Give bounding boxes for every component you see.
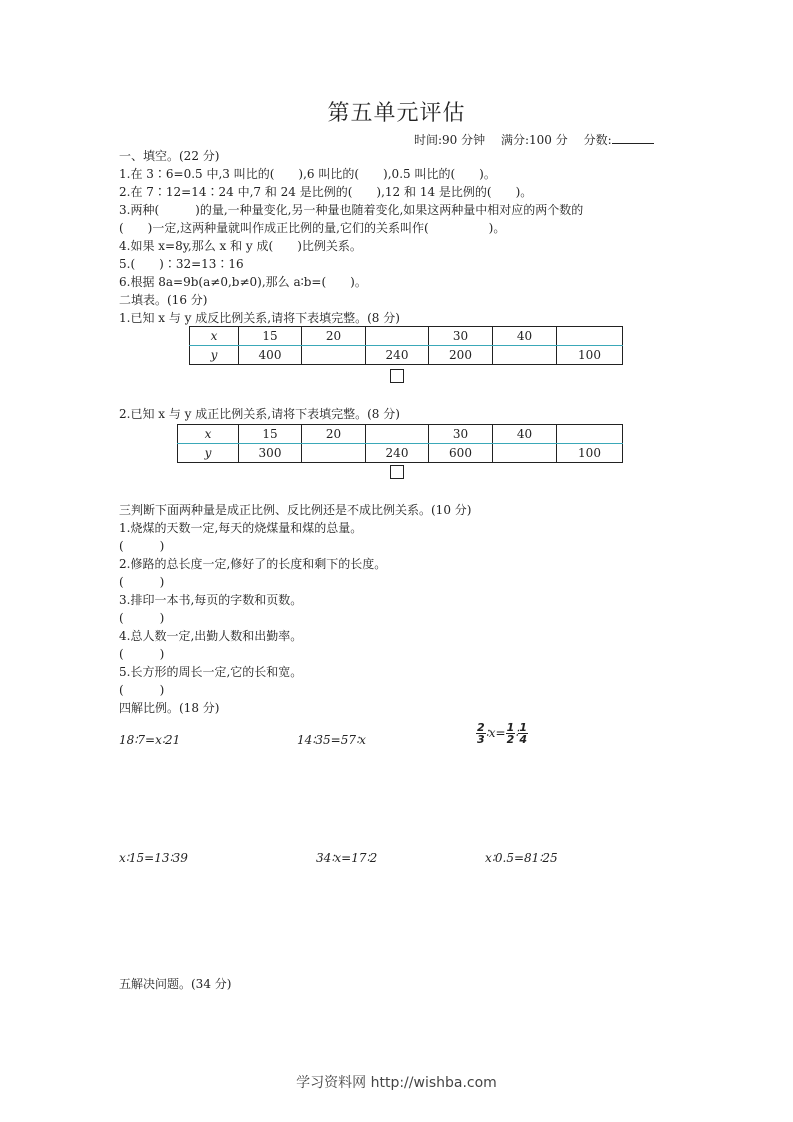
table-cell: 300	[239, 444, 302, 463]
s2-question-2: 2.已知 x 与 y 成正比例关系,请将下表填完整。(8 分)	[119, 407, 400, 421]
judge-item-2: 2.修路的总长度一定,修好了的长度和剩下的长度。	[119, 557, 387, 571]
table-cell: 40	[493, 425, 557, 444]
equation-3-mid: ∶x=	[485, 726, 506, 740]
table-cell: 600	[429, 444, 493, 463]
table-cell: 20	[302, 425, 366, 444]
equation-6: x∶0.5=81∶25	[485, 851, 558, 865]
table-cell: 40	[493, 327, 557, 346]
table-cell: 240	[366, 346, 429, 365]
table-row	[178, 425, 623, 444]
table-cell: y	[204, 446, 212, 460]
table-cell[interactable]	[493, 346, 557, 365]
table-cell: x	[178, 425, 239, 444]
section-5-heading: 五解决问题。(34 分)	[119, 977, 232, 991]
table-cell: 30	[429, 425, 493, 444]
table-row	[178, 444, 623, 463]
s1-question-3b: ( )一定,这两种量就叫作成正比例的量,它们的关系叫作( )。	[119, 221, 506, 235]
equation-4: x∶15=13∶39	[119, 851, 188, 865]
table-cell: 240	[366, 444, 429, 463]
direct-proportion-table	[177, 424, 623, 463]
s1-question-4: 4.如果 x=8y,那么 x 和 y 成( )比例关系。	[119, 239, 362, 253]
s1-question-1: 1.在 3∶6=0.5 中,3 叫比的( ),6 叫比的( ),0.5 叫比的( )。	[119, 167, 496, 181]
section-3-heading: 三判断下面两种量是成正比例、反比例还是不成比例关系。(10 分)	[119, 503, 472, 517]
equation-5: 34∶x=17∶2	[316, 851, 378, 865]
table-cell[interactable]	[557, 425, 623, 444]
table-cell[interactable]	[557, 327, 623, 346]
section-4-heading: 四解比例。(18 分)	[119, 701, 220, 715]
fraction-two-thirds: $\frac{2}{3}$	[477, 721, 485, 746]
checkbox-square	[390, 369, 404, 383]
judge-item-5: 5.长方形的周长一定,它的长和宽。	[119, 665, 303, 679]
section-2-heading: 二填表。(16 分)	[119, 293, 208, 307]
table-cell[interactable]	[302, 444, 366, 463]
equation-3-sep: ∶	[515, 726, 519, 740]
s1-question-3a: 3.两种( )的量,一种量变化,另一种量也随着变化,如果这两种量中相对应的两个数的	[119, 203, 584, 217]
full-score: 满分:100 分	[500, 133, 568, 147]
exam-meta	[414, 131, 666, 148]
table-cell: 100	[557, 346, 623, 365]
table-cell[interactable]	[493, 444, 557, 463]
table-cell[interactable]: 20	[302, 327, 366, 346]
equation-3	[476, 722, 528, 745]
s1-question-6: 6.根据 8a=9b(a≠0,b≠0),那么 a∶b=( )。	[119, 275, 367, 289]
table-cell: 15	[239, 327, 302, 346]
answer-paren[interactable]: ( )	[119, 575, 165, 589]
inverse-proportion-table	[189, 326, 623, 365]
equation-1: 18∶7=x∶21	[119, 733, 181, 747]
score-blank[interactable]	[612, 131, 654, 144]
section-1-heading: 一、填空。(22 分)	[119, 149, 220, 163]
judge-item-1: 1.烧煤的天数一定,每天的烧煤量和煤的总量。	[119, 521, 363, 535]
table-cell[interactable]	[302, 346, 366, 365]
table-row	[190, 346, 623, 365]
footer-watermark: 学习资料网 http://wishba.com	[296, 1075, 497, 1091]
table-cell: 30	[429, 327, 493, 346]
fraction-one-half: $\frac{1}{2}$	[506, 721, 515, 746]
table-cell: 400	[239, 346, 302, 365]
table-cell: 200	[429, 346, 493, 365]
table-cell: x	[190, 327, 239, 346]
answer-paren[interactable]: ( )	[119, 683, 165, 697]
time-limit: 时间:90 分钟	[414, 133, 486, 147]
fraction-one-quarter: $\frac{1}{4}$	[519, 721, 528, 746]
score-label: 分数:	[583, 133, 612, 147]
table-cell: 15	[239, 425, 302, 444]
table-row	[190, 327, 623, 346]
answer-paren[interactable]: ( )	[119, 611, 165, 625]
equation-2: 14∶35=57∶x	[297, 733, 366, 747]
answer-paren[interactable]: ( )	[119, 539, 165, 553]
checkbox-square	[390, 465, 404, 479]
answer-paren[interactable]: ( )	[119, 647, 165, 661]
s2-question-1: 1.已知 x 与 y 成反比例关系,请将下表填完整。(8 分)	[119, 311, 400, 325]
table-cell[interactable]	[366, 327, 429, 346]
table-cell: y	[210, 348, 218, 362]
page-title: 第五单元评估	[327, 101, 466, 126]
table-cell: 100	[557, 444, 623, 463]
judge-item-4: 4.总人数一定,出勤人数和出勤率。	[119, 629, 303, 643]
judge-item-3: 3.排印一本书,每页的字数和页数。	[119, 593, 303, 607]
s1-question-2: 2.在 7∶12=14∶24 中,7 和 24 是比例的( ),12 和 14 是比例的( )。	[119, 185, 533, 199]
s1-question-5: 5.( )∶32=13∶16	[119, 257, 244, 271]
table-cell[interactable]	[366, 425, 429, 444]
